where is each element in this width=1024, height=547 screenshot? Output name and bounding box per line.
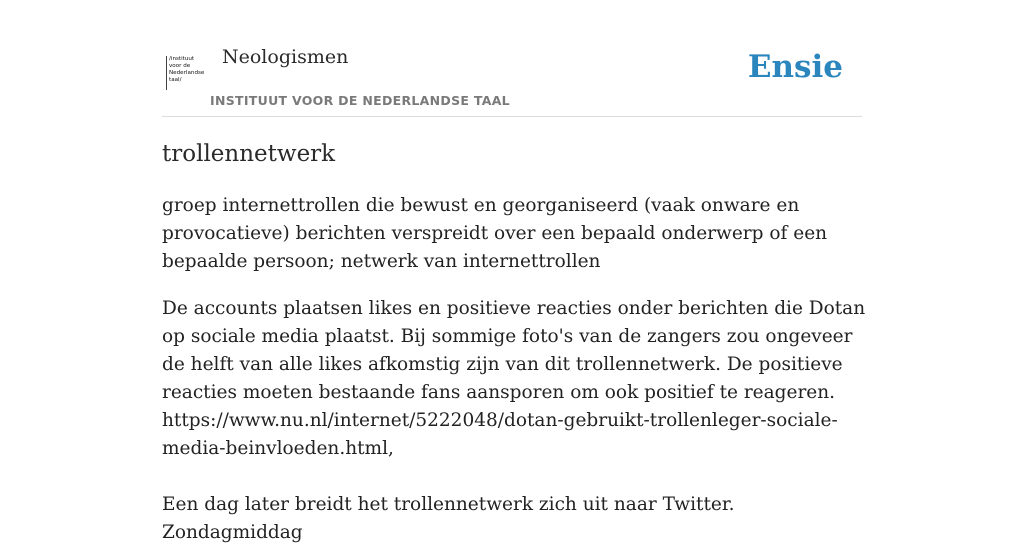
logo-line: Nederlandse (169, 70, 205, 76)
example-citation (162, 295, 872, 547)
site-title[interactable]: Neologismen (222, 46, 349, 68)
logo-line: /instituut (169, 56, 195, 62)
logo-line: taal/ (169, 77, 182, 83)
header (162, 0, 862, 117)
headword: trollennetwerk (162, 141, 336, 167)
ivdnt-logo[interactable] (166, 56, 208, 90)
ensie-logo[interactable]: Ensie (747, 49, 843, 85)
example-text: De accounts plaatsen likes en positieve reacties onder berichten die Dotan op sociale media plaatst. Bij sommige foto's van de zangers zou ongeveer de helft van alle likes afkomstig zijn van dit trollennetwerk. De positieve reacties moeten bestaande fans aansporen om ook positief te reageren. (162, 298, 866, 403)
logo-line: voor de (169, 63, 191, 69)
example-text: Een dag later breidt het trollennetwerk zich uit naar Twitter. Zondagmiddag (162, 494, 735, 543)
spacer (162, 463, 872, 491)
definition: groep internettrollen die bewust en georganiseerd (vaak onware en provocatieve) berichten verspreidt over een bepaald onderwerp of een bepaalde persoon; netwerk van internettrollen (162, 195, 828, 272)
organization-name: INSTITUUT VOOR DE NEDERLANDSE TAAL (210, 93, 510, 108)
example-source: https://www.nu.nl/internet/5222048/dotan-gebruikt-trollenleger-sociale-media-beinvloeden.html, (162, 410, 838, 459)
entry-content (162, 138, 872, 547)
